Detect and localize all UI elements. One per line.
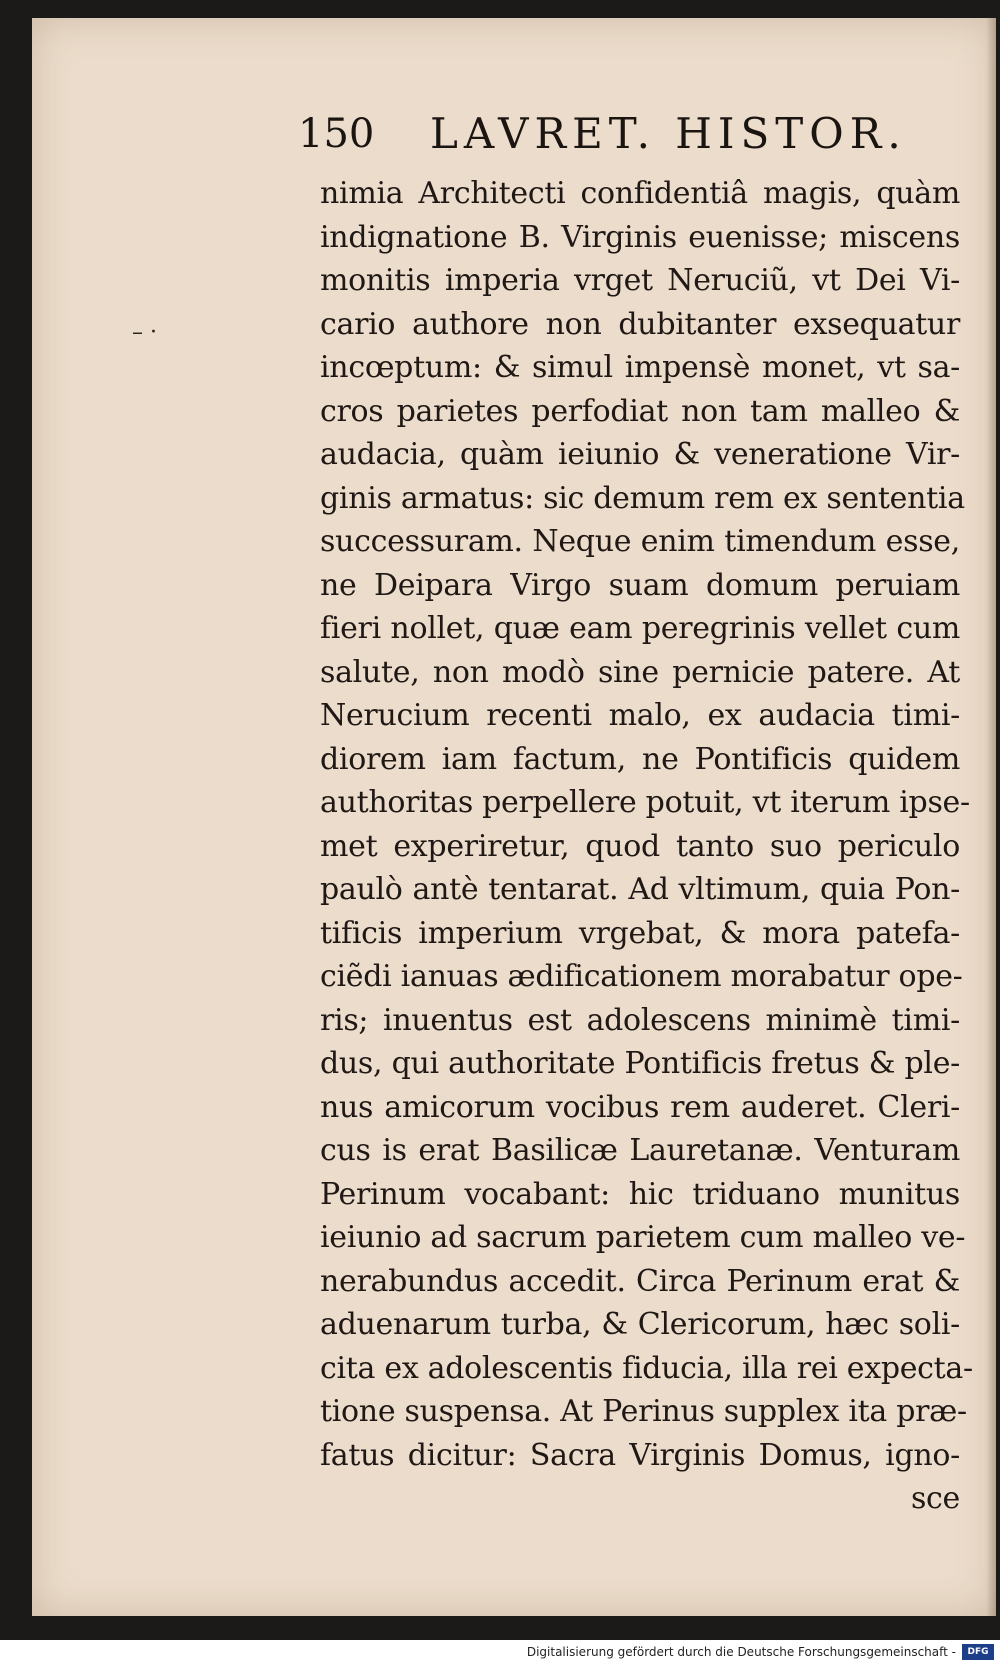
funding-credit: Digitalisierung gefördert durch die Deutsche Forschungsgemeinschaft - (526, 1645, 956, 1659)
text-line: ieiunio ad sacrum parietem cum malleo ve- (320, 1220, 966, 1255)
text-line: met experiretur, quod tanto suo periculo (320, 828, 960, 864)
text-line: fieri nollet, quæ eam peregrinis vellet cum (320, 611, 960, 646)
text-line: Perinum vocabant: hic triduano munitus (320, 1176, 960, 1212)
text-line: paulò antè tentarat. Ad vltimum, quia Pon- (320, 872, 960, 907)
text-line: Nerucium recenti malo, ex audacia timi- (320, 698, 960, 733)
text-line: cus is erat Basilicæ Lauretanæ. Venturam (320, 1133, 960, 1168)
page-header (298, 104, 918, 164)
text-line: fatus dicitur: Sacra Virginis Domus, igno- (320, 1437, 960, 1473)
page-number: 150 (298, 111, 375, 157)
text-line: salute, non modò sine pernicie patere. At (320, 654, 960, 690)
text-line: diorem iam factum, ne Pontificis quidem (320, 741, 960, 777)
text-line: dus, qui authoritate Pontificis fretus & ple- (320, 1046, 960, 1081)
text-line: authoritas perpellere potuit, vt iterum ipse- (320, 785, 970, 820)
text-line: cario authore non dubitanter exsequatur (320, 306, 960, 342)
text-line: ne Deipara Virgo suam domum peruiam (320, 567, 960, 603)
text-line: aduenarum turba, & Clericorum, hæc soli- (320, 1307, 960, 1342)
text-line: ginis armatus: sic demum rem ex sententia (320, 480, 965, 516)
text-line: tione suspensa. At Perinus supplex ita præ- (320, 1394, 967, 1429)
text-line: indignatione B. Virginis euenisse; miscens (320, 219, 960, 255)
dfg-logo: DFG (962, 1644, 994, 1660)
text-line: nimia Architecti confidentiâ magis, quàm (320, 176, 960, 211)
text-line: nerabundus accedit. Circa Perinum erat & (320, 1263, 960, 1299)
running-head: LAVRET. HISTOR. (430, 109, 907, 158)
text-line: ciẽdi ianuas ædificationem morabatur ope- (320, 959, 963, 994)
page-gutter-shadow (986, 18, 996, 1616)
text-line: monitis imperia vrget Neruciũ, vt Dei Vi- (320, 263, 960, 298)
text-line: cros parietes perfodiat non tam malleo & (320, 393, 960, 429)
margin-mark: – · (132, 320, 157, 345)
body-text (320, 172, 973, 1521)
text-line: tificis imperium vrgebat, & mora patefa- (320, 915, 960, 951)
text-line: successuram. Neque enim timendum esse, (320, 524, 960, 559)
book-page (32, 18, 996, 1616)
text-line: cita ex adolescentis fiducia, illa rei expecta- (320, 1350, 973, 1386)
text-line: ris; inuentus est adolescens minimè timi- (320, 1002, 960, 1038)
footer-strip (0, 1640, 1000, 1666)
text-line: incœptum: & simul impensè monet, vt sa- (320, 350, 960, 385)
catchword: sce (910, 1481, 960, 1516)
text-line: nus amicorum vocibus rem auderet. Cleri- (320, 1089, 960, 1125)
text-line: audacia, quàm ieiunio & veneratione Vir- (320, 437, 960, 472)
